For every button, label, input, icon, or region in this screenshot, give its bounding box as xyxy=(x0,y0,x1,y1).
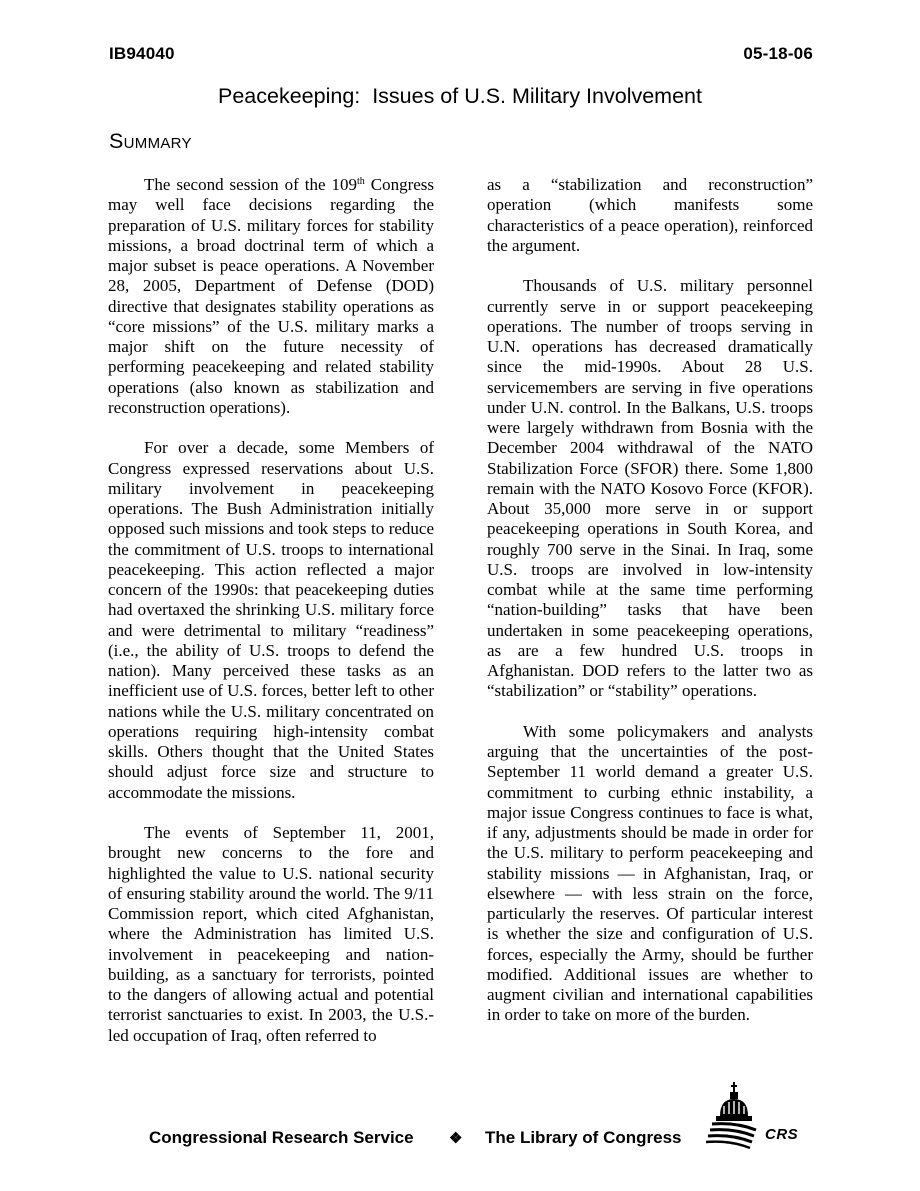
crs-logo-text: CRS xyxy=(765,1126,799,1143)
document-title: Peacekeeping: Issues of U.S. Military Involvement xyxy=(218,84,702,108)
footer-library: The Library of Congress xyxy=(485,1128,682,1147)
summary-paragraph-1 xyxy=(108,175,434,418)
summary-paragraph-5: With some policymakers and analysts arguing that the uncertainties of the post-September 11 world demand a greater U.S. commitment to curbing ethnic instability, a major issue Congress continues to face is what, if any, adjustments should be made in order for the U.S. military to perform peacekeeping and stability missions — in Afghanistan, Iraq, or elsewhere — with less strain on the force, particularly the reserves. Of particular interest is whether the size and configuration of U.S. forces, especially the Army, should be further modified. Additional issues are whether to augment civilian and international capabilities in order to take on more of the burden. xyxy=(487,721,813,1025)
ordinal-superscript: th xyxy=(356,176,365,187)
report-id: IB94040 xyxy=(109,44,175,63)
summary-paragraph-3-continued: as a “stabilization and reconstruction” operation (which manifests some characteristics of a peace operation), reinforced the argument. xyxy=(487,175,813,255)
footer-organization: Congressional Research Service xyxy=(149,1128,414,1147)
paragraph-text: The second session of the 109 xyxy=(144,175,357,194)
summary-paragraph-3: The events of September 11, 2001, brought new concerns to the fore and highlighted the value to U.S. national security of ensuring stability around the world. The 9/11 Commission report, which cited Afghanistan, where the Administration has limited U.S. involvement in peacekeeping and nation-building, as a sanctuary for terrorists, pointed to the dangers of allowing actual and potential terrorist sanctuaries to exist. In 2003, the U.S.-led occupation of Iraq, often referred to xyxy=(108,823,434,1045)
right-column xyxy=(487,175,813,1026)
left-column xyxy=(108,175,434,1046)
summary-paragraph-4: Thousands of U.S. military personnel currently serve in or support peacekeeping operations. The number of troops serving in U.N. operations has decreased dramatically since the mid-1990s. About 28 U.S. servicemembers are serving in five operations under U.N. control. In the Balkans, U.S. troops were largely withdrawn from Bosnia with the December 2004 withdrawal of the NATO Stabilization Force (SFOR) there. Some 1,800 remain with the NATO Kosovo Force (KFOR). About 35,000 more serve in or support peacekeeping operations in South Korea, and roughly 700 serve in the Sinai. In Iraq, some U.S. troops are involved in low-intensity combat while at the same time performing “nation-building” tasks that have been undertaken in some peacekeeping operations, as are a few hundred U.S. troops in Afghanistan. DOD refers to the latter two as “stabilization” or “stability” operations. xyxy=(487,276,813,701)
paragraph-text: Congress may well face decisions regarding the preparation of U.S. military forces for stability missions, a broad doctrinal term of which a major subset is peace operations. A November 28, 2005, Department of Defense (DOD) directive that designates stability operations as “core missions” of the U.S. military marks a major shift on the future necessity of performing peacekeeping and related stability operations (also known as stabilization and reconstruction operations). xyxy=(108,175,435,417)
summary-paragraph-2: For over a decade, some Members of Congress expressed reservations about U.S. military involvement in peacekeeping operations. The Bush Administration initially opposed such missions and took steps to reduce the commitment of U.S. troops to international peacekeeping. This action reflected a major concern of the 1990s: that peacekeeping duties had overtaxed the shrinking U.S. military force and were detrimental to military “readiness” (i.e., the ability of U.S. troops to defend the nation). Many perceived these tasks as an inefficient use of U.S. forces, better left to other nations while the U.S. military concentrated on operations requiring high-intensity combat skills. Others thought that the United States should adjust force size and structure to accommodate the missions. xyxy=(108,438,434,802)
report-date: 05-18-06 xyxy=(743,44,813,63)
footer-separator: ❖ xyxy=(449,1130,463,1147)
section-heading: Summary xyxy=(109,129,192,153)
